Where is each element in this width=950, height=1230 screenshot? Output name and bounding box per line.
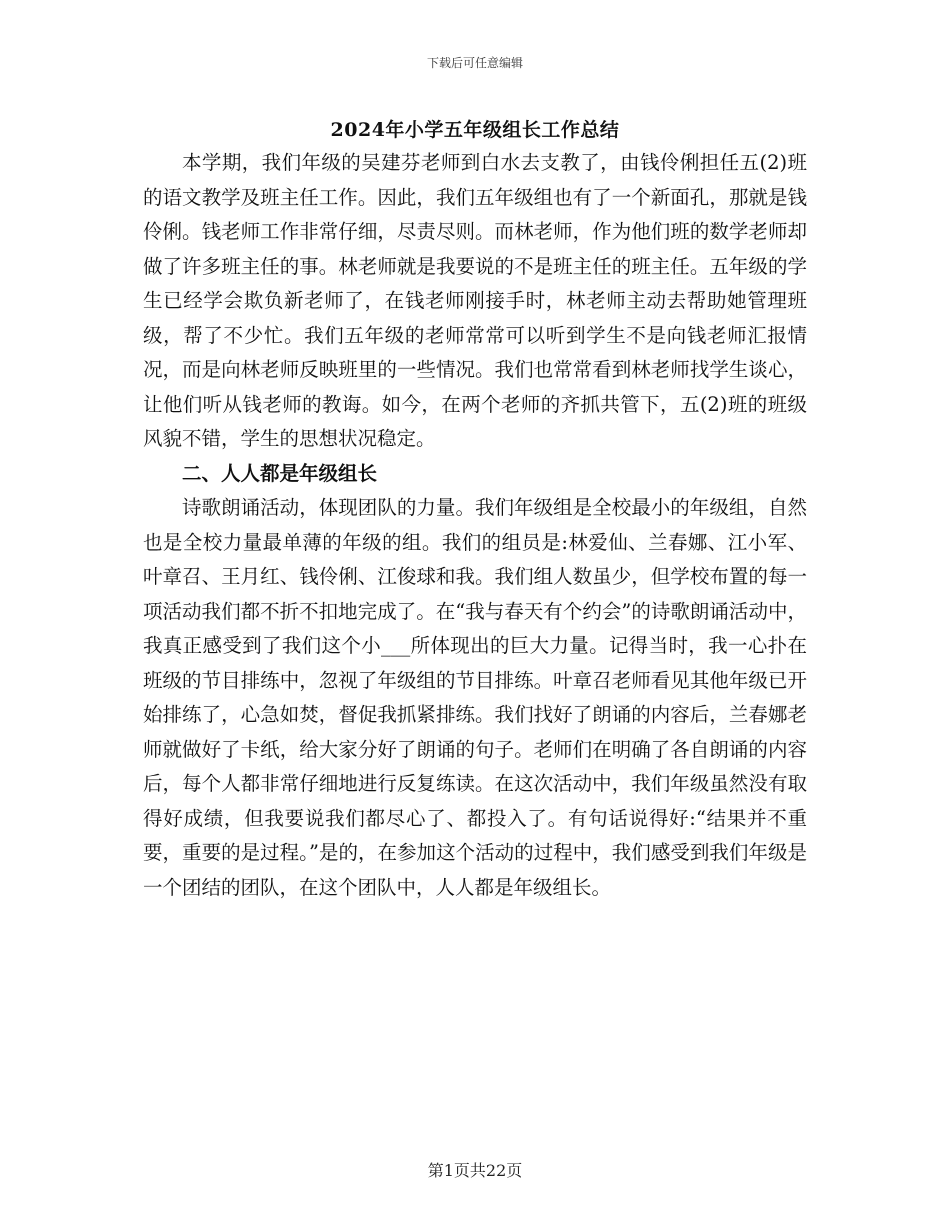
document-body — [143, 146, 807, 905]
page-header-note: 下载后可任意编辑 — [426, 56, 523, 70]
section-heading: 二、人人都是年级组长 — [182, 461, 378, 485]
paragraph-poetry-activity: 诗歌朗诵活动，体现团队的力量。我们年级组是全校最小的年级组，自然也是全校力量最单薄的年级的组。我们的组员是:林爱仙、兰春娜、江小军、叶章召、王月红、钱伶俐、江俊球和我。我们组人数虽少，但学校布置的每一项活动我们都不折不扣地完成了。在“我与春天有个约会”的诗歌朗诵活动中，我真正感受到了我们这个小___所体现出的巨大力量。记得当时，我一心扑在班级的节目排练中，忽视了年级组的节目排练。叶章召老师看见其他年级已开始排练了，心急如焚，督促我抓紧排练。我们找好了朗诵的内容后，兰春娜老师就做好了卡纸，给大家分好了朗诵的句子。老师们在明确了各自朗诵的内容后，每个人都非常仔细地进行反复练读。在这次活动中，我们年级虽然没有取得好成绩，但我要说我们都尽心了、都投入了。有句话说得好:“结果并不重要，重要的是过程。”是的，在参加这个活动的过程中，我们感受到我们年级是一个团结的团队，在这个团队中，人人都是年级组长。 — [143, 496, 807, 899]
paragraph-intro: 本学期，我们年级的吴建芬老师到白水去支教了，由钱伶俐担任五(2)班的语文教学及班主任工作。因此，我们五年级组也有了一个新面孔，那就是钱伶俐。钱老师工作非常仔细，尽责尽则。而林老师，作为他们班的数学老师却做了许多班主任的事。林老师就是我要说的不是班主任的班主任。五年级的学生已经学会欺负新老师了，在钱老师刚接手时，林老师主动去帮助她管理班级，帮了不少忙。我们五年级的老师常常可以听到学生不是向钱老师汇报情况，而是向林老师反映班里的一些情况。我们也常常看到林老师找学生谈心，让他们听从钱老师的教诲。如今，在两个老师的齐抓共管下，五(2)班的班级风貌不错，学生的思想状况稳定。 — [143, 151, 807, 450]
page-number: 第1页共22页 — [427, 1161, 523, 1180]
document-title: 2024年小学五年级组长工作总结 — [330, 119, 620, 141]
